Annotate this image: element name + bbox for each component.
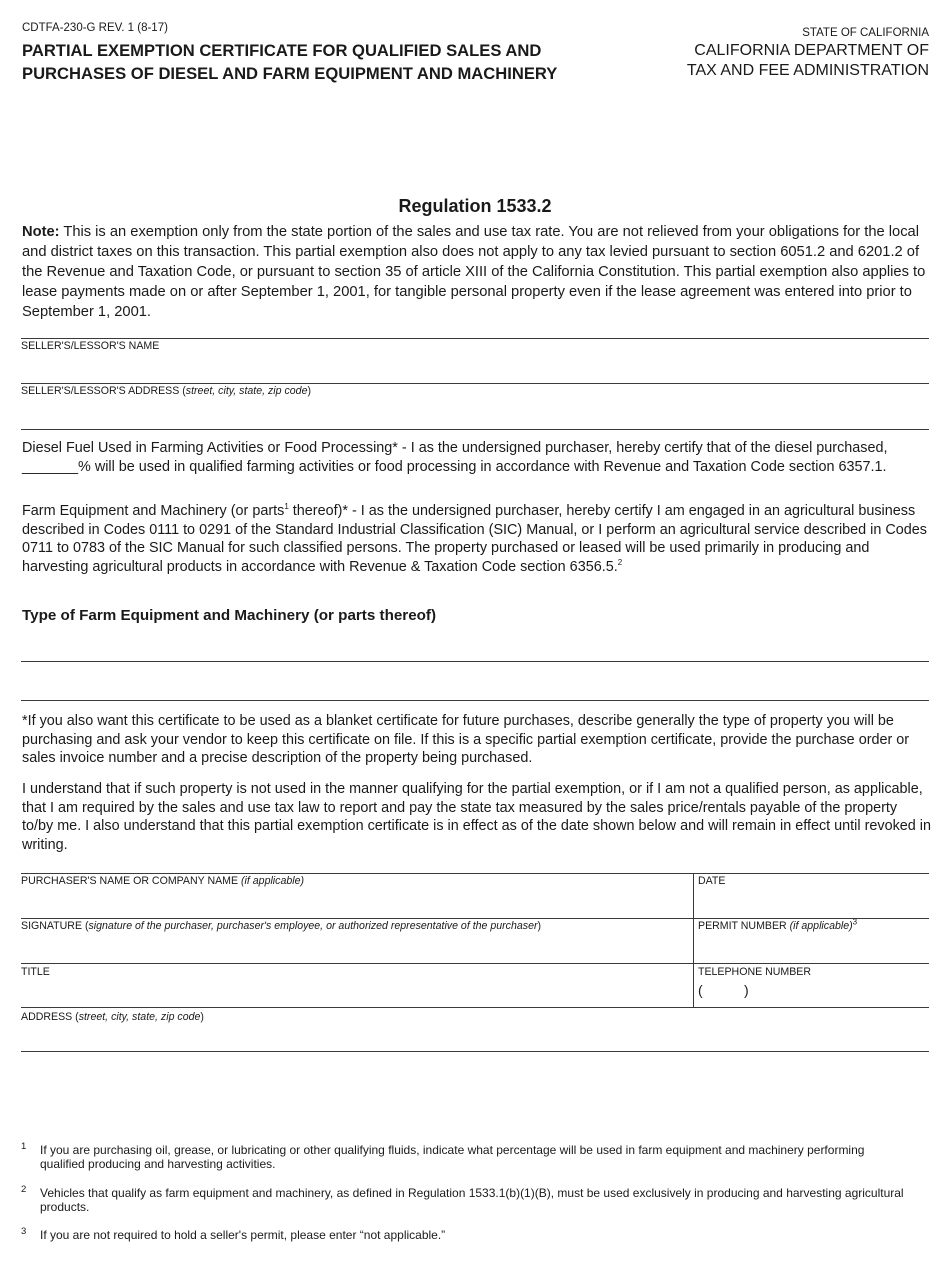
seller-name-label: SELLER'S/LESSOR'S NAME xyxy=(21,340,160,352)
department-line2: TAX AND FEE ADMINISTRATION xyxy=(686,62,929,79)
permit-number-label: PERMIT NUMBER (if applicable)$^3$ xyxy=(698,917,858,932)
footnote-1-text: If you are purchasing oil, grease, or lubricating or other qualifying fluids, indicate what percentage will be used in farm equipment and machinery performing qualified producing and harvesting activities. xyxy=(40,1143,865,1172)
regulation-heading: Regulation 1533.2 xyxy=(398,196,552,216)
title-label: TITLE xyxy=(21,966,50,978)
purchaser-name-label: PURCHASER'S NAME OR COMPANY NAME (if applicable) xyxy=(21,875,305,887)
permit-number-field[interactable] xyxy=(698,933,928,962)
signature-field[interactable] xyxy=(21,933,689,962)
telephone-label: TELEPHONE NUMBER xyxy=(698,966,812,978)
purchaser-address-field[interactable] xyxy=(21,1024,929,1050)
equipment-type-heading: Type of Farm Equipment and Machinery (or parts thereof) xyxy=(22,607,437,624)
telephone-area-code-field[interactable] xyxy=(706,980,742,1002)
purchaser-grid-rule-1 xyxy=(21,873,929,874)
telephone-close-paren: ) xyxy=(744,982,749,998)
footnote-ref-2: 2 xyxy=(617,557,623,567)
equipment-type-line2-field[interactable] xyxy=(21,669,929,700)
understanding-statement: I understand that if such property is not used in the manner qualifying for the partial exemption, or if I am not a qualified person, as applicable, that I am required by the sales and use tax law to report and pay the state tax measured by the sales price/rentals payable of the property to/by me. I also understand that this partial exemption certificate is in effect as of the date shown below and will remain in effect until revoked in writing. xyxy=(22,781,931,853)
state-name: STATE OF CALIFORNIA xyxy=(802,27,929,39)
footnote-1-number: 1 xyxy=(21,1141,27,1152)
equipment-type-line1-field[interactable] xyxy=(21,630,929,661)
footnote-2-text: Vehicles that qualify as farm equipment and machinery, as defined in Regulation 1533.1(b)(1)(B), must be used exclusively in producing and harvesting agricultural products. xyxy=(40,1186,904,1215)
date-field[interactable] xyxy=(698,888,928,917)
note-label: Note: xyxy=(22,224,60,240)
footnote-ref-3: 3 xyxy=(852,917,858,927)
seller-name-field[interactable] xyxy=(21,353,929,383)
title-field[interactable] xyxy=(21,979,689,1006)
form-id: CDTFA-230-G REV. 1 (8-17) xyxy=(22,22,168,34)
purchaser-grid-rule-5 xyxy=(21,1051,929,1052)
purchaser-address-label: ADDRESS (street, city, state, zip code) xyxy=(21,1011,204,1023)
footnote-3-text: If you are not required to hold a seller's permit, please enter “not applicable.” xyxy=(40,1228,446,1242)
seller-name-top-rule xyxy=(21,338,929,339)
form-title xyxy=(22,39,557,85)
equipment-type-rule-2 xyxy=(21,700,929,701)
purchaser-grid-divider xyxy=(693,873,694,1007)
seller-address-field[interactable] xyxy=(21,398,929,429)
seller-address-label: SELLER'S/LESSOR'S ADDRESS (street, city, state, zip code) xyxy=(21,385,311,397)
purchaser-name-field[interactable] xyxy=(21,888,689,917)
purchaser-grid-rule-2 xyxy=(21,918,929,919)
footnote-2-number: 2 xyxy=(21,1184,27,1195)
diesel-percentage-field[interactable] xyxy=(107,457,171,475)
form-title-line1: PARTIAL EXEMPTION CERTIFICATE FOR QUALIFIED SALES AND xyxy=(22,41,542,60)
purchaser-grid-rule-3 xyxy=(21,963,929,964)
purchaser-grid-rule-4 xyxy=(21,1007,929,1008)
department-name xyxy=(687,41,929,81)
date-label: DATE xyxy=(698,875,726,887)
farm-equipment-certification: Farm Equipment and Machinery (or parts$^1$ thereof)* - I as the undersigned purchaser, hereby certify I am engaged in an agricultural business described in Codes 0111 to 0291 of the Standard Industrial Classification (SIC) Manual, or I perform an agricultural service described in Codes 0711 to 0783 of the SIC Manual for such classified persons. The property purchased or leased will be used primarily in producing and harvesting agricultural products in accordance with Revenue & Taxation Code section 6356.5.$^2$ xyxy=(22,502,927,575)
department-line1: CALIFORNIA DEPARTMENT OF xyxy=(694,42,929,59)
form-title-line2: PURCHASES OF DIESEL AND FARM EQUIPMENT AND MACHINERY xyxy=(22,64,558,83)
note-text: This is an exemption only from the state portion of the sales and use tax rate. You are not relieved from your obligations for the local and district taxes on this transaction. This partial exemption also does not apply to any tax levied pursuant to section 6051.2 and 6201.2 of the Revenue and Taxation Code, or pursuant to section 35 of article XIII of the California Constitution. This partial exemption also applies to lease payments made on or after September 1, 2001, for tangible personal property even if the lease agreement was entered into prior to September 1, 2001. xyxy=(22,224,926,320)
equipment-type-rule-1 xyxy=(21,661,929,662)
signature-label: SIGNATURE (signature of the purchaser, purchaser's employee, or authorized representative of the purchaser) xyxy=(21,920,542,932)
telephone-number-field[interactable] xyxy=(752,980,928,1002)
telephone-open-paren: ( xyxy=(698,982,703,998)
seller-address-top-rule xyxy=(21,383,929,384)
footnote-ref-1: 1 xyxy=(284,502,289,512)
note-paragraph xyxy=(22,222,932,322)
blanket-certificate-note: *If you also want this certificate to be used as a blanket certificate for future purchases, describe generally the type of property you will be purchasing and ask your vendor to keep this certificate on file. If this is a specific partial exemption certificate, provide the purchase order or sales invoice number and a precise description of the property being purchased. xyxy=(22,713,910,767)
agency-block xyxy=(687,25,929,81)
footnote-3-number: 3 xyxy=(21,1226,27,1237)
seller-address-bottom-rule xyxy=(21,429,929,430)
diesel-certification: Diesel Fuel Used in Farming Activities or Food Processing* - I as the undersigned purchaser, hereby certify that of the diesel purchased, _______% will be used in qualified farming activities or food processing in accordance with Revenue and Taxation Code section 6357.1. xyxy=(22,440,888,475)
